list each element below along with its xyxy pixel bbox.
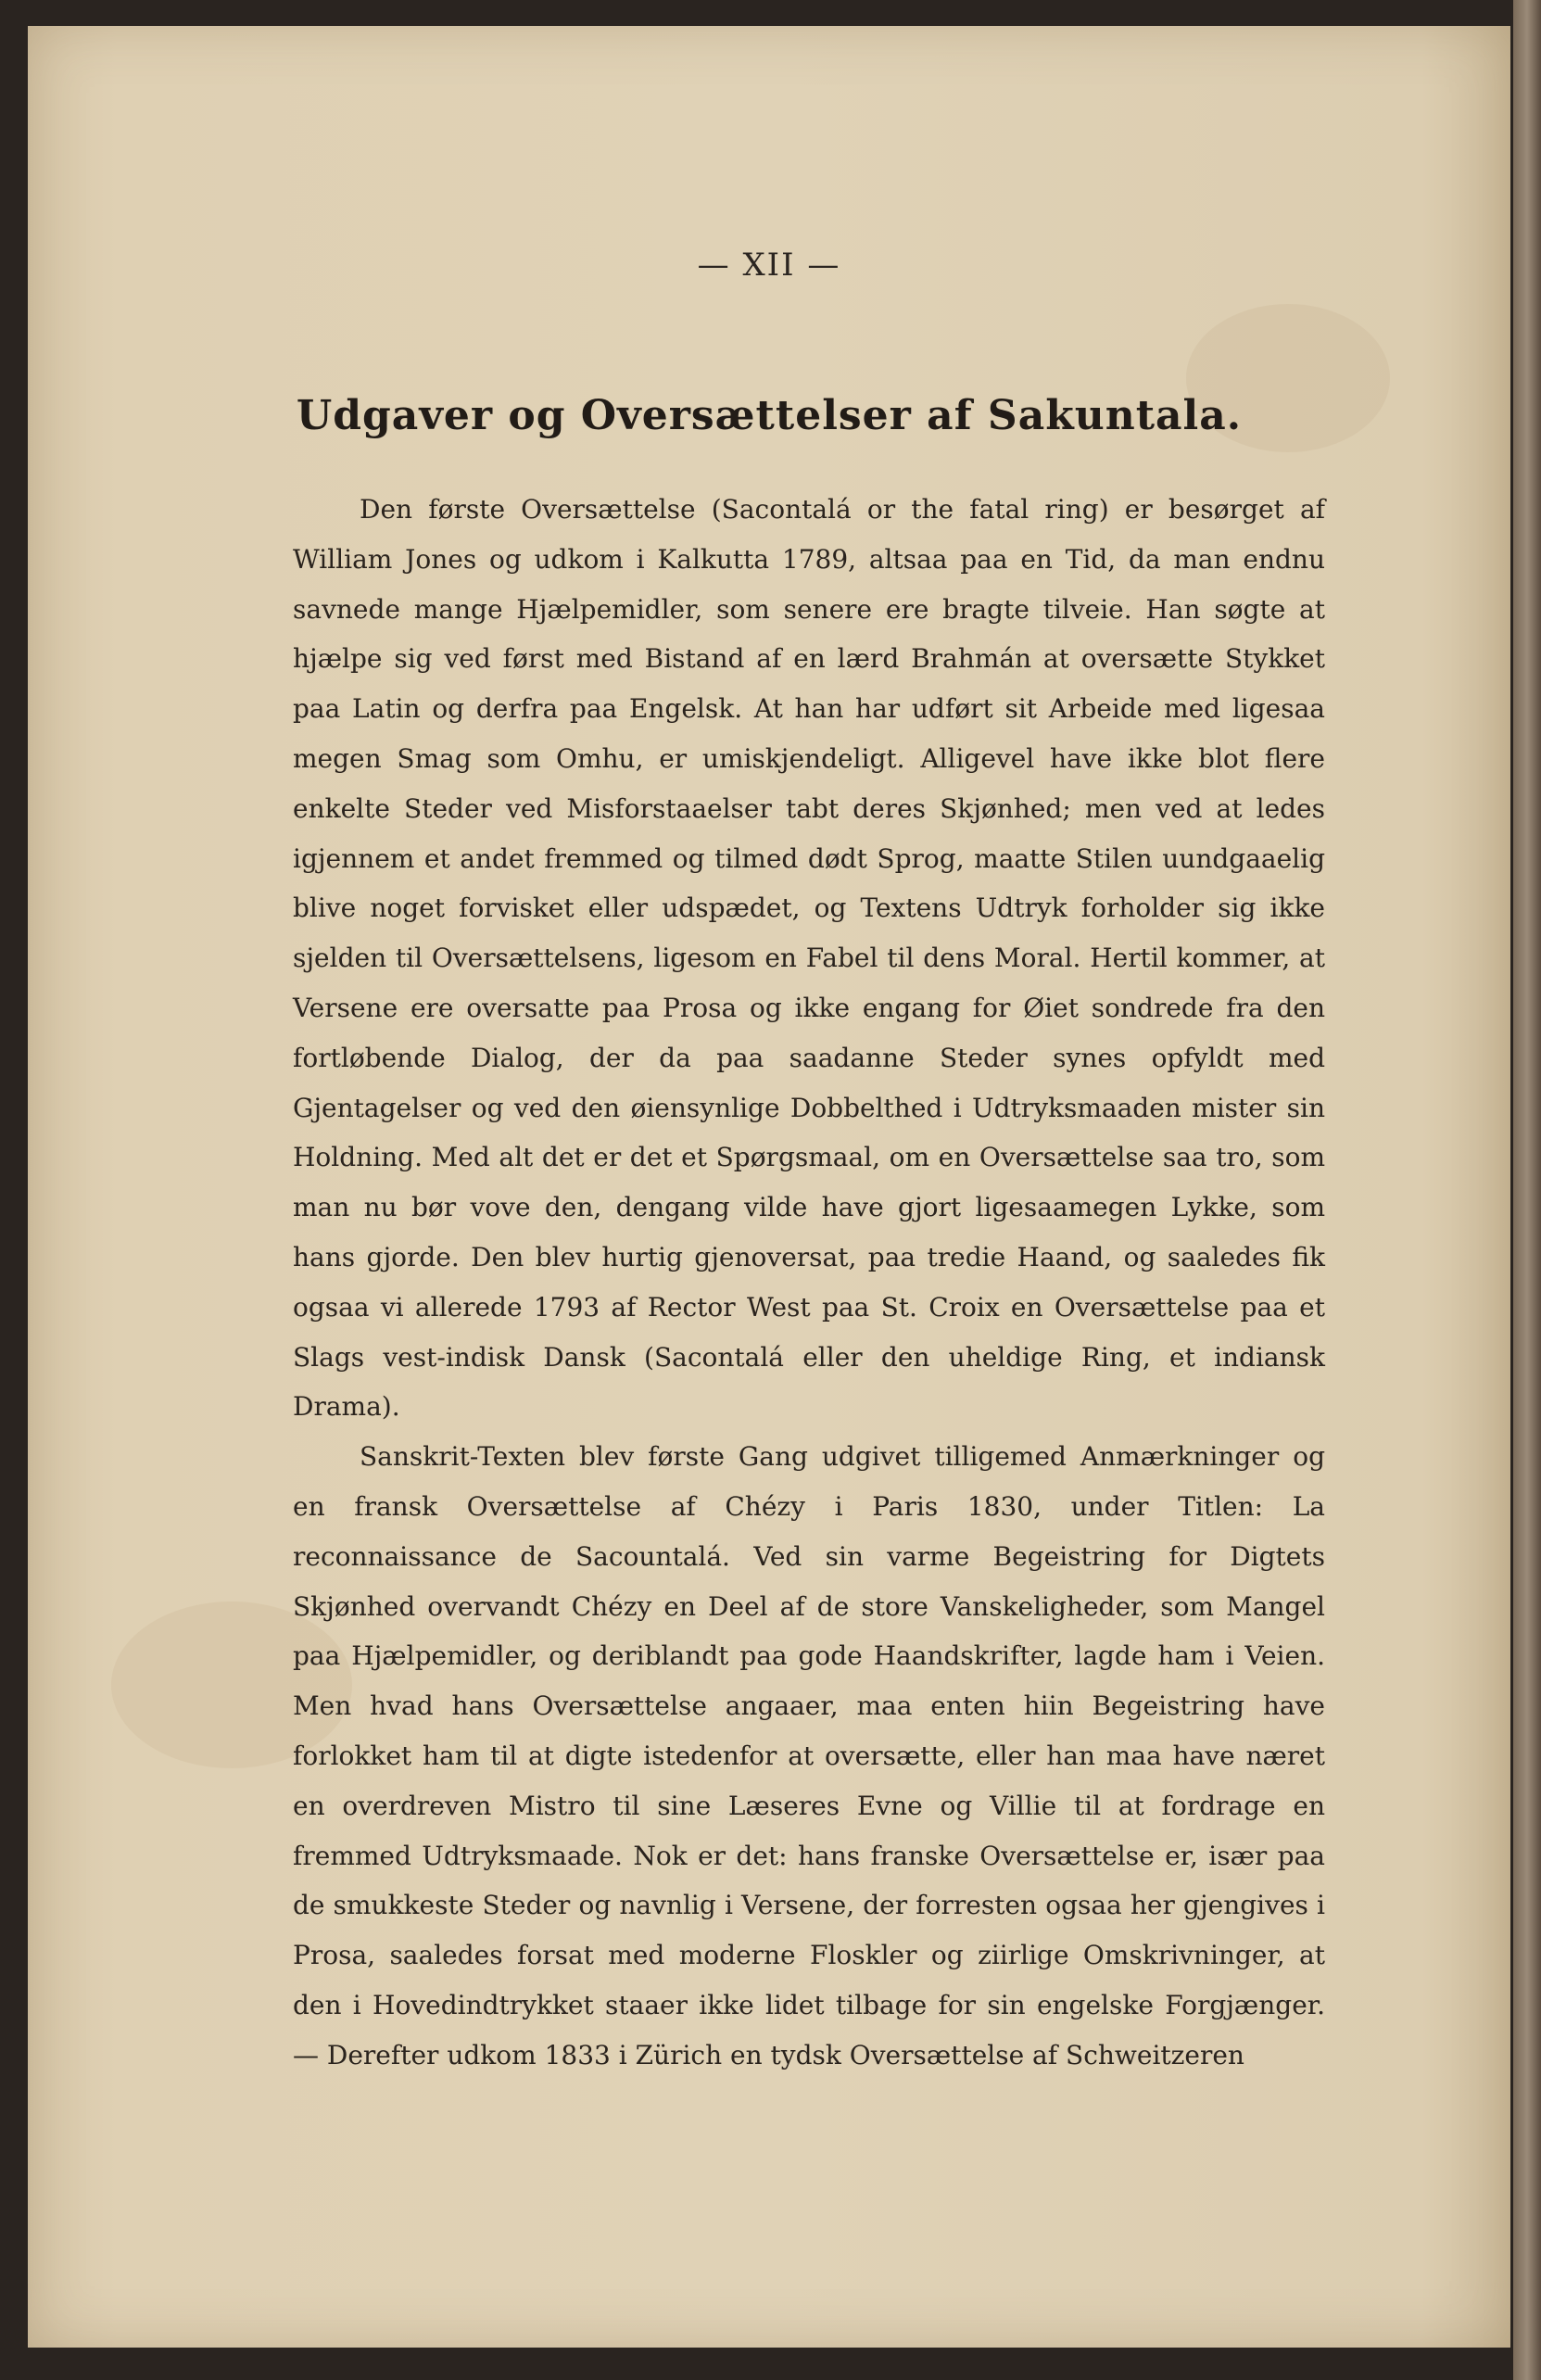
body-text (293, 485, 1325, 2081)
paragraph: Sanskrit-Texten blev første Gang udgivet tilligemed Anmærkninger og en fransk Oversættelse af Chézy i Paris 1830, under Titlen: La reconnaissance de Sacountalá. Ved sin varme Begeistring for Digtets Skjønhed overvandt Chézy en Deel af de store Vanskeligheder, som Mangel paa Hjælpemidler, og deriblandt paa gode Haandskrifter, lagde ham i Veien. Men hvad hans Oversættelse angaaer, maa enten hiin Begeistring have forlokket ham til at digte istedenfor at oversætte, eller han maa have næret en overdreven Mistro til sine Læseres Evne og Villie til at fordrage en fremmed Udtryksmaade. Nok er det: hans franske Oversættelse er, især paa de smukkeste Steder og navnlig i Versene, der forresten ogsaa her gjengives i Prosa, saaledes forsat med moderne Floskler og ziirlige Omskrivninger, at den i Hovedindtrykket staaer ikke lidet tilbage for sin engelske Forgjænger. — Derefter udkom 1833 i Zürich en tydsk Oversættelse af Schweitzeren (293, 1441, 1325, 2070)
page-number: — XII — (697, 247, 841, 284)
section-heading: Udgaver og Oversættelser af Sakuntala. (296, 392, 1243, 439)
book-page (28, 26, 1510, 2348)
book-edge (1513, 0, 1541, 2380)
paragraph: Den første Oversættelse (Sacontalá or the fatal ring) er besørget af William Jones og udkom i Kalkutta 1789, altsaa paa en Tid, da man endnu savnede mange Hjælpemidler, som senere ere bragte tilveie. Han søgte at hjælpe sig ved først med Bistand af en lærd Brahmán at oversætte Stykket paa Latin og derfra paa Engelsk. At han har udført sit Arbeide med ligesaa megen Smag som Omhu, er umiskjendeligt. Alligevel have ikke blot flere enkelte Steder ved Misforstaaelser tabt deres Skjønhed; men ved at ledes igjennem et andet fremmed og tilmed dødt Sprog, maatte Stilen uundgaaelig blive noget forvisket eller udspædet, og Textens Udtryk forholder sig ikke sjelden til Oversættelsens, ligesom en Fabel til dens Moral. Hertil kommer, at Versene ere oversatte paa Prosa og ikke engang for Øiet sondrede fra den fortløbende Dialog, der da paa saadanne Steder synes opfyldt med Gjentagelser og ved den øiensynlige Dobbelthed i Udtryksmaaden mister sin Holdning. Med alt det er det et Spørgsmaal, om en Oversættelse saa tro, som man nu bør vove den, dengang vilde have gjort ligesaamegen Lykke, som hans gjorde. Den blev hurtig gjenoversat, paa tredie Haand, og saaledes fik ogsaa vi allerede 1793 af Rector West paa St. Croix en Oversættelse paa et Slags vest-indisk Dansk (Sacontalá eller den uheldige Ring, et indiansk Drama). (293, 494, 1325, 1423)
